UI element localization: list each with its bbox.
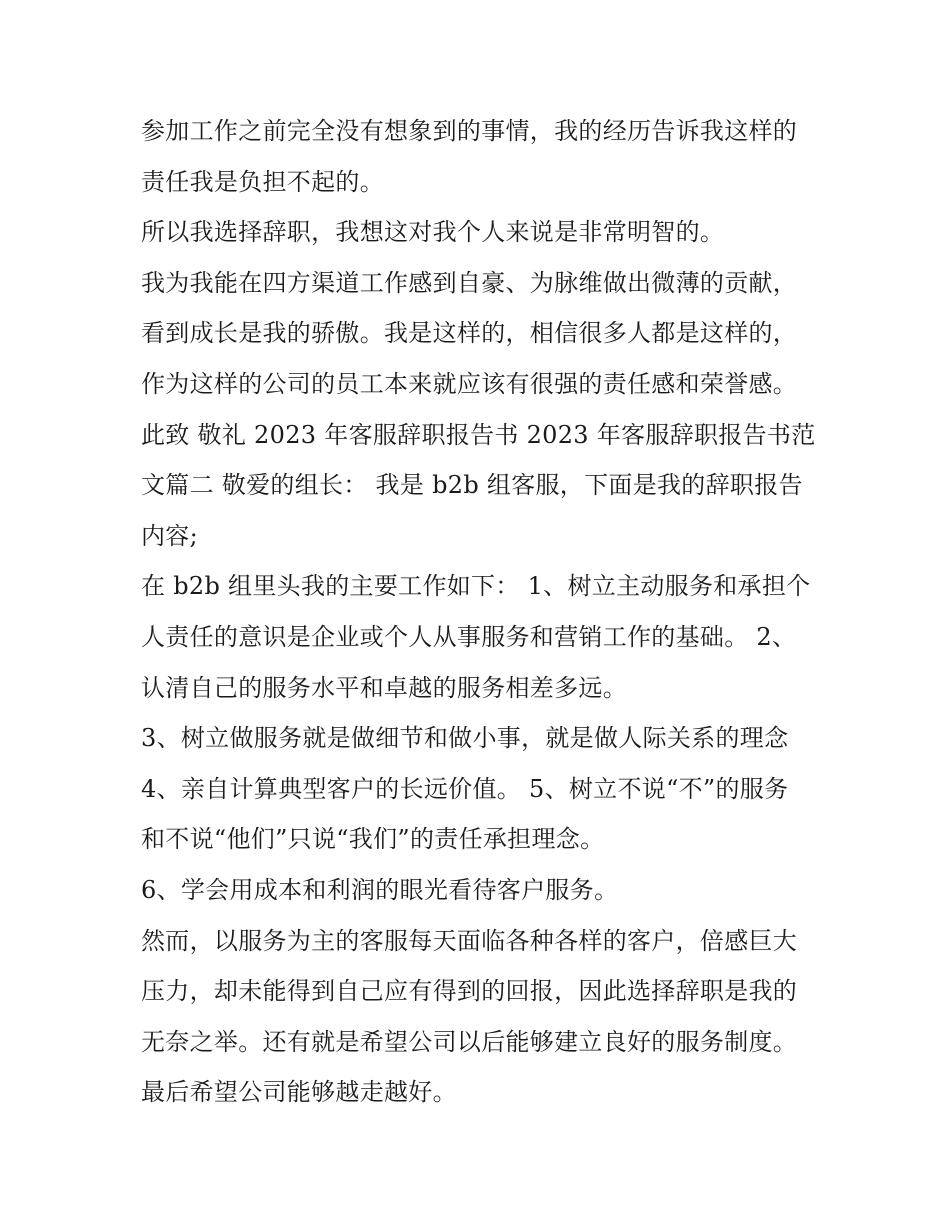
text-line-5: 看到成长是我的骄傲。我是这样的，相信很多人都是这样的， [141,319,798,348]
text-line-4: 我为我能在四方渠道工作感到自豪、为脉维做出微薄的贡献， [141,268,798,297]
text-line-19: 无奈之举。还有就是希望公司以后能够建立良好的服务制度。 [141,1027,798,1056]
document-body [141,106,821,1118]
text-line-1: 参加工作之前完全没有想象到的事情，我的经历告诉我这样的 [141,117,798,145]
text-line-18: 压力，却未能得到自己应有得到的回报，因此选择辞职是我的 [141,977,798,1006]
text-line-16: 6、学会用成本和利润的眼光看待客户服务。 [141,875,619,904]
text-line-7: 此致 敬礼 2023 年客服辞职报告书 2023 年客服辞职报告书范 [141,420,816,449]
text-line-17: 然而，以服务为主的客服每天面临各种各样的客户，倍感巨大 [141,926,798,955]
text-line-3: 所以我选择辞职，我想这对我个人来说是非常明智的。 [141,218,725,247]
text-line-10: 在 b2b 组里头我的主要工作如下： 1、树立主动服务和承担个 [141,572,811,601]
text-line-11: 人责任的意识是企业或个人从事服务和营销工作的基础。 2、 [141,622,797,651]
text-line-20: 最后希望公司能够越走越好。 [141,1078,457,1107]
text-line-8: 文篇二 敬爱的组长： 我是 b2b 组客服，下面是我的辞职报告 [141,471,803,500]
text-line-12: 认清自己的服务水平和卓越的服务相差多远。 [141,673,627,702]
text-line-2: 责任我是负担不起的。 [141,167,384,196]
text-line-9: 内容; [141,521,198,550]
text-line-6: 作为这样的公司的员工本来就应该有很强的责任感和荣誉感。 [141,369,798,398]
text-line-15: 和不说“他们”只说“我们”的责任承担理念。 [141,825,605,854]
text-line-13: 3、树立做服务就是做细节和做小事，就是做人际关系的理念 [141,724,789,753]
text-line-14: 4、亲自计算典型客户的长远价值。 5、树立不说“不”的服务 [141,774,789,803]
